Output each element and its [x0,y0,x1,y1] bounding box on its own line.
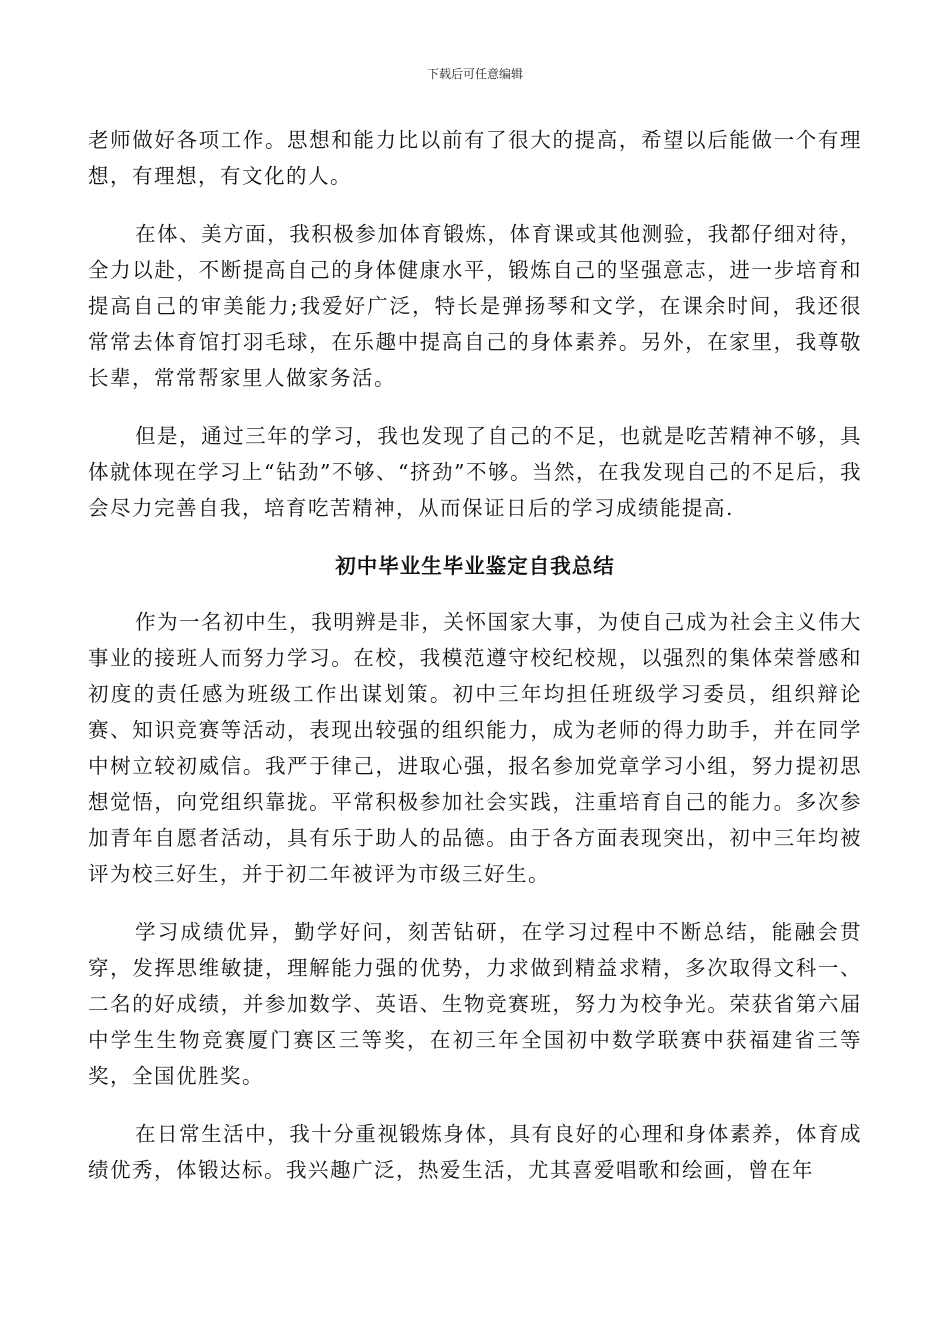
paragraph-sports-aesthetics: 在体、美方面，我积极参加体育锻炼，体育课或其他测验，我都仔细对待，全力以赴，不断提高自己的身体健康水平，锻炼自己的坚强意志，进一步培育和提高自己的审美能力;我爱好广泛，特长是弹扬琴和文学，在课余时间，我还很常常去体育馆打羽毛球，在乐趣中提高自己的身体素养。另外，在家里，我尊敬长辈，常常帮家里人做家务活。 [88,222,862,390]
paragraph-daily-life: 在日常生活中，我十分重视锻炼身体，具有良好的心理和身体素养，体育成绩优秀，体锻达标。我兴趣广泛，热爱生活，尤其喜爱唱歌和绘画，曾在年 [88,1122,862,1182]
page-header: 下载后可任意编辑 [426,67,523,81]
document-body [88,122,862,1210]
section-title: 初中毕业生毕业鉴定自我总结 [335,554,615,578]
paragraph-shortcomings: 但是，通过三年的学习，我也发现了自己的不足，也就是吃苦精神不够，具体就体现在学习上“钻劲”不够、“挤劲”不够。当然，在我发现自己的不足后，我会尽力完善自我，培育吃苦精神，从而保证日后的学习成绩能提高. [88,424,862,520]
paragraph-continuation: 老师做好各项工作。思想和能力比以前有了很大的提高，希望以后能做一个有理想，有理想，有文化的人。 [88,128,862,188]
paragraph-academic: 学习成绩优异，勤学好问，刻苦钻研，在学习过程中不断总结，能融会贯穿，发挥思维敏捷，理解能力强的优势，力求做到精益求精，多次取得文科一、二名的好成绩，并参加数学、英语、生物竞赛班，努力为校争光。荣获省第六届中学生生物竞赛厦门赛区三等奖，在初三年全国初中数学联赛中获福建省三等奖，全国优胜奖。 [88,920,862,1088]
paragraph-moral-conduct: 作为一名初中生，我明辨是非，关怀国家大事，为使自己成为社会主义伟大事业的接班人而努力学习。在校，我模范遵守校纪校规，以强烈的集体荣誉感和初度的责任感为班级工作出谋划策。初中三年均担任班级学习委员，组织辩论赛、知识竞赛等活动，表现出较强的组织能力，成为老师的得力助手，并在同学中树立较初威信。我严于律己，进取心强，报名参加党章学习小组，努力提初思想觉悟，向党组织靠拢。平常积极参加社会实践，注重培育自己的能力。多次参加青年自愿者活动，具有乐于助人的品德。由于各方面表现突出，初中三年均被评为校三好生，并于初二年被评为市级三好生。 [88,610,862,886]
